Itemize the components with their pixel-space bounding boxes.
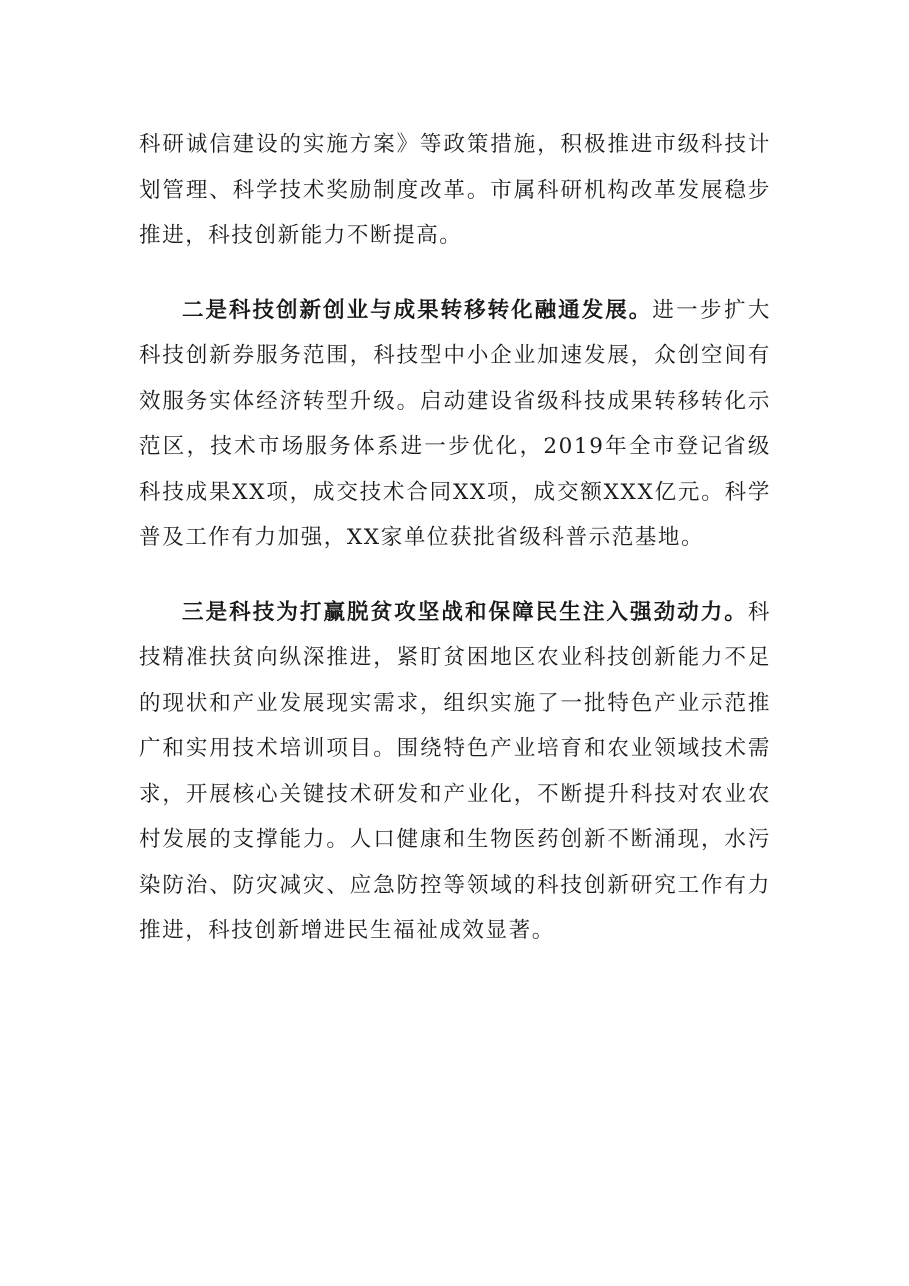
paragraph-continuation xyxy=(139,122,771,259)
paragraph-body: 科技精准扶贫向纵深推进，紧盯贫困地区农业科技创新能力不足的现状和产业发展现实需求，组织实施了一批特色产业示范推广和实用技术培训项目。围绕特色产业培育和农业领域技术需求，开展核心关键技术研发和产业化，不断提升科技对农业农村发展的支撑能力。人口健康和生物医药创新不断涌现，水污染防治、防灾减灾、应急防控等领域的科技创新研究工作有力推进，科技创新增进民生福祉成效显著。 xyxy=(139,599,771,943)
paragraph-body: 科研诚信建设的实施方案》等政策措施，积极推进市级科技计划管理、科学技术奖励制度改革。市属科研机构改革发展稳步推进，科技创新能力不断提高。 xyxy=(139,132,771,248)
paragraph-lead-heading: 二是科技创新创业与成果转移转化融通发展。 xyxy=(182,297,653,323)
paragraph-tech-innovation xyxy=(139,288,771,561)
document-page xyxy=(139,122,771,954)
paragraph-body: 进一步扩大科技创新券服务范围，科技型中小企业加速发展，众创空间有效服务实体经济转型升级。启动建设省级科技成果转移转化示范区，技术市场服务体系进一步优化，2019年全市登记省级科技成果XX项，成交技术合同XX项，成交额XXX亿元。科学普及工作有力加强，XX家单位获批省级科普示范基地。 xyxy=(139,297,771,550)
paragraph-lead-heading: 三是科技为打赢脱贫攻坚战和保障民生注入强劲动力。 xyxy=(182,599,748,625)
paragraph-poverty-alleviation xyxy=(139,590,771,954)
